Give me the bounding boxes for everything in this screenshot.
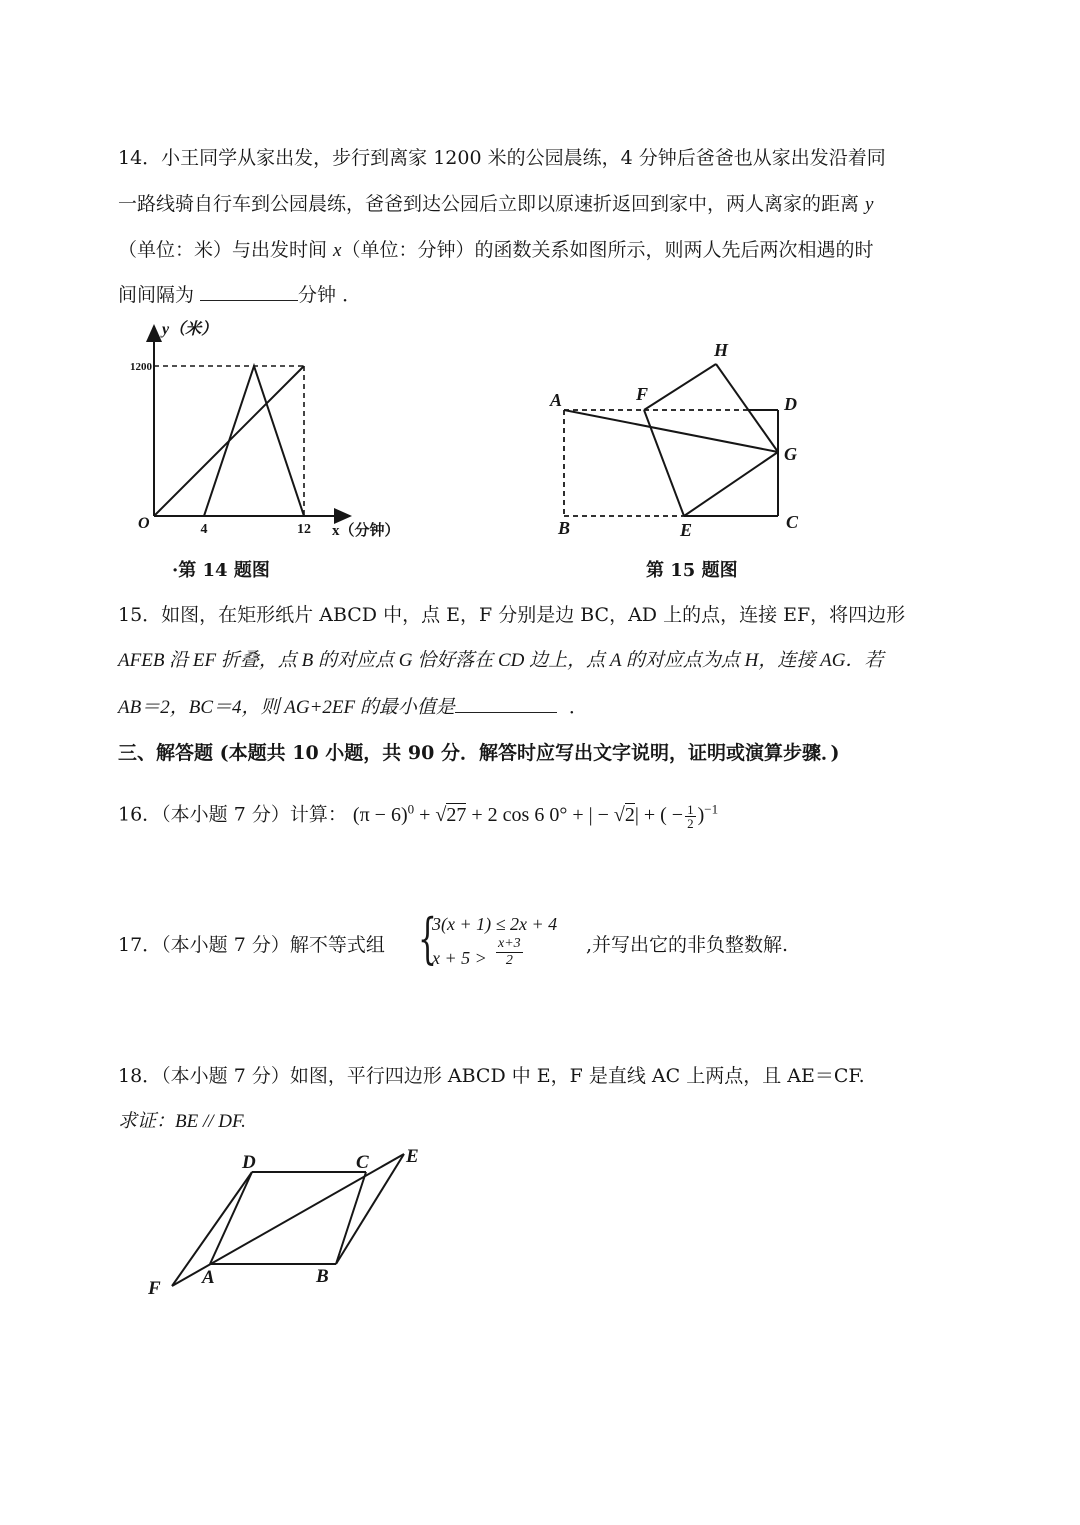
q14-line-3-c: （单位：分钟）的函数关系如图所示，则两人先后两次相遇的时 (341, 239, 874, 261)
q14-line-2 (118, 192, 873, 217)
q16-frac-den: 2 (687, 815, 694, 831)
fig15-label-A: A (550, 390, 563, 410)
q14-var-y: y (865, 194, 874, 215)
q16-expression: $(\pi - 6)^0 + √27 + 2$ cos 6 0° + | − √2| + ( − $\frac{1}{2}$ )$^{-1}$ (352, 801, 719, 831)
section-3-heading: 三、解答题 (本题共 10 小题，共 90 分．解答时应写出文字说明，证明或演算步骤．) (118, 742, 840, 764)
q17-fraction (496, 936, 523, 969)
q17-prefix: 17．（本小题 7 分）解不等式组 (118, 934, 385, 956)
q16-frac-num: 1 (687, 801, 694, 817)
fig14-origin-label: O (138, 515, 150, 532)
q14-line-3 (118, 238, 874, 263)
q17-frac-num: x+3 (498, 936, 521, 951)
q17-brace: { (418, 907, 437, 970)
fig15-label-F: F (636, 384, 649, 404)
fig18-label-F: F (148, 1278, 161, 1299)
fig18-parallelogram (140, 1140, 440, 1300)
q15-line-1: 15．如图，在矩形纸片 ABCD 中，点 E，F 分别是边 BC，AD 上的点，连接 EF，将四边形 (118, 604, 906, 626)
fig18-label-E: E (406, 1146, 419, 1167)
q17-ineq-2: x + 5 > (432, 948, 487, 968)
q14-line-2-text: 一路线骑自行车到公园晨练，爸爸到达公园后立即以原速折返回到家中，两人离家的距离 (118, 193, 866, 215)
fig18-label-C: C (356, 1152, 369, 1173)
q14-answer-blank[interactable] (200, 298, 298, 301)
fig14-caption: ·第 14 题图 (172, 560, 270, 581)
q15-line-3 (118, 695, 588, 720)
fig14-series-line-2 (204, 366, 304, 516)
q16-expr-c: + 2 cos 6 0° + | − (466, 803, 614, 826)
fig14-y-tick-1200: 1200 (130, 361, 152, 373)
fig14-x-tick-12: 12 (297, 522, 311, 537)
fig15-label-B: B (558, 518, 571, 538)
fig18-label-A: A (202, 1267, 215, 1288)
fig14-graph (118, 318, 428, 548)
q16-expr-e: ) (697, 803, 705, 826)
fig15-label-D: D (784, 394, 797, 414)
q14-line-3-a: （单位：米）与出发时间 (118, 239, 334, 261)
fig14-x-tick-4: 4 (200, 522, 208, 537)
q17-frac-den: 2 (505, 953, 513, 968)
q16-expr-b: + (414, 803, 436, 826)
q14-line-4 (118, 283, 361, 307)
fig15-label-H: H (714, 340, 729, 360)
fig18-label-B: B (316, 1266, 329, 1287)
q18-line-2: 求证：BE // DF. (118, 1111, 246, 1132)
q18-line-1: 18．（本小题 7 分）如图，平行四边形 ABCD 中 E，F 是直线 AC 上两点，且 AE＝CF. (118, 1065, 865, 1087)
q16-expr-a: (π − 6) (352, 803, 408, 826)
fig18-label-D: D (242, 1152, 256, 1173)
q16-expr-d: | + ( − (634, 803, 684, 826)
q14-line-4-b: 分钟 ． (298, 284, 362, 306)
q17-suffix: ,并写出它的非负整数解. (586, 934, 789, 956)
q16-prefix: 16．（本小题 7 分）计算： (118, 803, 347, 826)
q16-fraction (685, 803, 696, 830)
fig14-x-label: x（分钟） (332, 523, 400, 539)
q16-sup-neg1: −1 (704, 801, 719, 816)
fig15-label-C: C (786, 512, 799, 532)
q14-line-4-a: 间间隔为 (118, 284, 201, 306)
fig14-y-label: y（米） (162, 321, 218, 338)
q16-sqrt-27: 27 (446, 803, 467, 826)
q17-ineq-1: 3(x + 1) ≤ 2x + 4 (432, 914, 558, 934)
q14-line-1: 14．小王同学从家出发，步行到离家 1200 米的公园晨练，4 分钟后爸爸也从家出发沿着同 (118, 147, 886, 169)
fig15-diagram (540, 330, 820, 550)
q15-line-2: AFEB 沿 EF 折叠，点 B 的对应点 G 恰好落在 CD 边上，点 A 的对应点为点 H，连接 AG．若 (118, 650, 884, 671)
q14-var-x: x (333, 240, 342, 261)
q16-sup-0: 0 (407, 801, 415, 816)
q15-line-3-b: ． (568, 696, 588, 718)
fig15-label-E: E (680, 520, 693, 540)
q16-line (118, 797, 718, 837)
fig15-caption: 第 15 题图 (646, 560, 738, 581)
fig15-label-G: G (784, 444, 797, 464)
q16-sqrt-2: 2 (624, 803, 635, 826)
q15-answer-blank[interactable] (455, 710, 557, 713)
q15-line-3-a: AB＝2，BC＝4，则 AG+2EF 的最小值是 (118, 697, 455, 718)
